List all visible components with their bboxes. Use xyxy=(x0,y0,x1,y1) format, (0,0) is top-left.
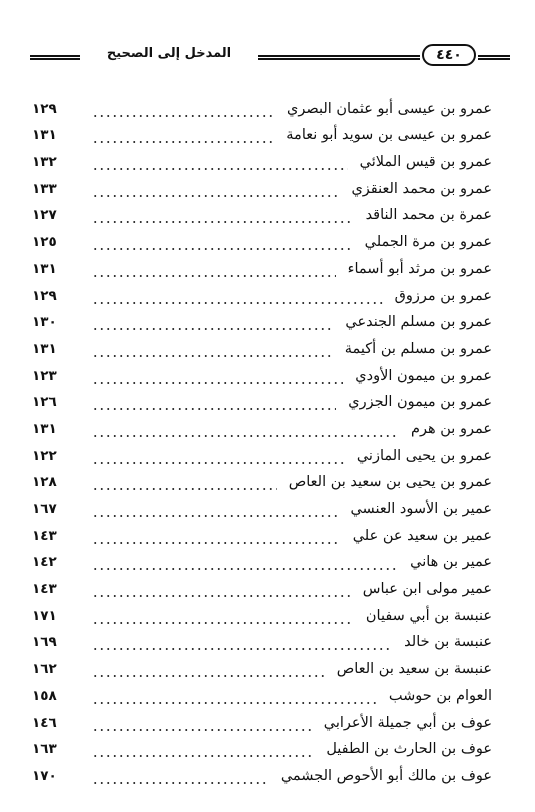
entry-page-number: ١٦٩ xyxy=(32,634,57,651)
entry-page-number: ١٣٣ xyxy=(32,180,57,197)
dot-leader xyxy=(92,312,333,332)
entry-name: عنبسة بن أبي سفيان xyxy=(365,607,492,624)
index-entry xyxy=(32,439,492,466)
index-entry xyxy=(32,626,492,653)
entry-name: عمرو بن محمد العنقزي xyxy=(351,180,492,197)
index-entry xyxy=(32,706,492,733)
index-entry xyxy=(32,359,492,386)
index-entry xyxy=(32,599,492,626)
entry-name: عمير بن الأسود العنسي xyxy=(350,501,492,517)
dot-leader xyxy=(92,392,336,412)
dot-leader xyxy=(92,499,338,519)
index-list xyxy=(32,92,492,786)
entry-name: عمرو بن مسلم بن أكيمة xyxy=(344,340,492,357)
index-entry xyxy=(32,546,492,573)
dot-leader xyxy=(92,766,269,786)
entry-page-number: ١٥٨ xyxy=(32,687,57,704)
index-entry xyxy=(32,572,492,599)
entry-name: عمرو بن ميمون الجزري xyxy=(348,394,492,411)
index-entry xyxy=(32,386,492,413)
entry-name: عوف بن مالك أبو الأحوص الجشمي xyxy=(280,767,492,784)
entry-page-number: ١٦٣ xyxy=(32,741,57,758)
entry-page-number: ١٣٢ xyxy=(32,154,57,171)
entry-page-number: ١٧١ xyxy=(32,607,57,624)
entry-name: عمرو بن مرزوق xyxy=(394,287,492,304)
dot-leader xyxy=(92,739,314,759)
dot-leader xyxy=(92,659,325,679)
entry-name: عمرو بن مسلم الجندعي xyxy=(345,314,492,331)
index-entry xyxy=(32,92,492,119)
dot-leader xyxy=(92,713,312,733)
index-entry xyxy=(32,412,492,439)
index-entry xyxy=(32,466,492,493)
dot-leader xyxy=(92,686,377,706)
index-entry xyxy=(32,252,492,279)
entry-name: عمير مولى ابن عباس xyxy=(362,581,492,598)
entry-page-number: ١٤٣ xyxy=(32,581,57,598)
dot-leader xyxy=(92,472,277,492)
entry-name: عمرو بن قيس الملائي xyxy=(359,154,492,171)
index-entry xyxy=(32,332,492,359)
header-rule-middle xyxy=(258,55,420,60)
dot-leader xyxy=(92,552,398,572)
dot-leader xyxy=(92,606,354,626)
entry-page-number: ١٣١ xyxy=(32,127,57,144)
entry-page-number: ١٤٢ xyxy=(32,554,57,571)
dot-leader xyxy=(92,152,348,172)
header-rule-right xyxy=(478,55,510,60)
running-title: المدخل إلى الصحيح xyxy=(106,46,232,61)
dot-leader xyxy=(92,125,274,145)
entry-page-number: ١٣١ xyxy=(32,420,57,437)
entry-name: عوف بن أبي جميلة الأعرابي xyxy=(323,714,492,731)
dot-leader xyxy=(92,232,353,252)
dot-leader xyxy=(92,205,354,225)
entry-page-number: ١٣٠ xyxy=(32,314,57,331)
index-entry xyxy=(32,306,492,333)
index-entry xyxy=(32,759,492,786)
entry-page-number: ١٢٧ xyxy=(32,207,57,224)
entry-name: عمرو بن عيسى بن سويد أبو نعامة xyxy=(286,127,492,144)
entry-page-number: ١٢٨ xyxy=(32,474,57,491)
page-number: ٤٤٠ xyxy=(422,44,476,66)
entry-page-number: ١٧٠ xyxy=(32,767,57,784)
index-entry xyxy=(32,733,492,760)
dot-leader xyxy=(92,179,339,199)
entry-page-number: ١٣١ xyxy=(32,340,57,357)
entry-name: عمرة بن محمد الناقد xyxy=(365,207,492,224)
index-entry xyxy=(32,519,492,546)
dot-leader xyxy=(92,259,336,279)
dot-leader xyxy=(92,286,383,306)
entry-page-number: ١٦٢ xyxy=(32,661,57,678)
entry-page-number: ١٢٣ xyxy=(32,367,57,384)
entry-name: عمرو بن مرثد أبو أسماء xyxy=(347,260,492,277)
entry-name: عنبسة بن سعيد بن العاص xyxy=(336,661,492,678)
index-entry xyxy=(32,679,492,706)
index-entry xyxy=(32,652,492,679)
index-entry xyxy=(32,145,492,172)
entry-name: عنبسة بن خالد xyxy=(404,634,492,651)
entry-name: عمير بن سعيد عن علي xyxy=(352,527,492,544)
entry-page-number: ١٣١ xyxy=(32,260,57,277)
entry-name: عمرو بن مرة الجملي xyxy=(364,234,492,251)
entry-name: عمرو بن هرم xyxy=(411,420,492,437)
dot-leader xyxy=(92,632,392,652)
entry-name: عمير بن هاني xyxy=(410,554,492,571)
entry-page-number: ١٢٦ xyxy=(32,394,57,411)
entry-name: عمرو بن عيسى أبو عثمان البصري xyxy=(287,100,492,117)
entry-name: عمرو بن يحيى بن سعيد بن العاص xyxy=(288,474,492,491)
entry-name: عوف بن الحارث بن الطفيل xyxy=(326,741,492,758)
index-entry xyxy=(32,199,492,226)
entry-page-number: ١٤٦ xyxy=(32,714,57,731)
dot-leader xyxy=(92,419,399,439)
entry-name: العوام بن حوشب xyxy=(388,687,492,704)
entry-page-number: ١٢٢ xyxy=(32,447,57,464)
dot-leader xyxy=(92,339,333,359)
index-entry xyxy=(32,119,492,146)
dot-leader xyxy=(92,366,343,386)
header-rule-left xyxy=(30,55,80,60)
entry-name: عمرو بن يحيى المازني xyxy=(356,447,492,464)
dot-leader xyxy=(92,579,351,599)
entry-page-number: ١٢٥ xyxy=(32,234,57,251)
index-entry xyxy=(32,172,492,199)
index-entry xyxy=(32,225,492,252)
page-header xyxy=(30,40,510,78)
entry-page-number: ١٦٧ xyxy=(32,501,57,517)
dot-leader xyxy=(92,446,345,466)
index-entry xyxy=(32,279,492,306)
entry-page-number: ١٢٩ xyxy=(32,287,57,304)
dot-leader xyxy=(92,526,341,546)
entry-page-number: ١٢٩ xyxy=(32,100,57,117)
dot-leader xyxy=(92,99,275,119)
entry-name: عمرو بن ميمون الأودي xyxy=(355,367,492,384)
entry-page-number: ١٤٣ xyxy=(32,527,57,544)
index-entry xyxy=(32,492,492,519)
